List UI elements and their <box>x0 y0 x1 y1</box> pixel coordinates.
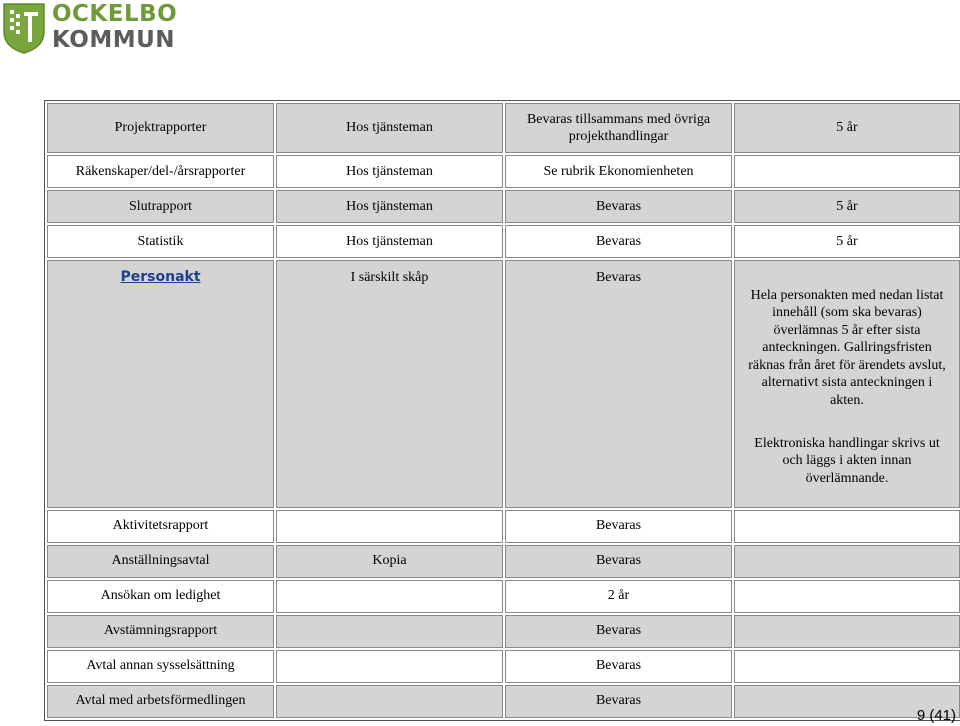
retention-cell: Bevaras <box>505 615 732 648</box>
ockelbo-kommun-logo <box>2 1 178 54</box>
page-number: 9 (41) <box>916 707 956 724</box>
logo-wordmark <box>52 2 177 52</box>
coat-of-arms-icon <box>2 2 46 54</box>
document-type-cell: Räkenskaper/del-/årsrapporter <box>47 155 274 188</box>
location-cell: Kopia <box>276 545 503 578</box>
location-cell: Hos tjänsteman <box>276 103 503 153</box>
note-cell <box>734 155 960 188</box>
document-type-cell: Slutrapport <box>47 190 274 223</box>
note-cell <box>734 650 960 683</box>
location-cell <box>276 615 503 648</box>
table-row <box>47 580 960 613</box>
table-row <box>47 685 960 718</box>
document-type-cell: Ansökan om ledighet <box>47 580 274 613</box>
retention-cell: Bevaras <box>505 190 732 223</box>
retention-cell: Bevaras tillsammans med övriga projekthandlingar <box>505 103 732 153</box>
document-type-cell: Projektrapporter <box>47 103 274 153</box>
personakt-note: Hela personakten med nedan listat innehåll (som ska bevaras) överlämnas 5 år efter sista anteckningen. Gallringsfristen räknas från året för ärendets avslut, alternativt sista anteckningen i akten. <box>748 287 946 408</box>
document-type-cell: Statistik <box>47 225 274 258</box>
location-cell: Hos tjänsteman <box>276 225 503 258</box>
location-cell <box>276 510 503 543</box>
document-type-cell: Anställningsavtal <box>47 545 274 578</box>
logo-line-2: KOMMUN <box>52 27 176 53</box>
location-cell <box>276 580 503 613</box>
table-row <box>47 545 960 578</box>
note-cell: 5 år <box>734 225 960 258</box>
table-row <box>47 650 960 683</box>
location-cell <box>276 650 503 683</box>
personakt-heading: Personakt <box>47 260 274 508</box>
retention-cell: Bevaras <box>505 225 732 258</box>
document-type-cell: Avstämningsrapport <box>47 615 274 648</box>
note-cell <box>734 510 960 543</box>
retention-cell: Se rubrik Ekonomienheten <box>505 155 732 188</box>
table-row <box>47 225 960 258</box>
retention-cell: Bevaras <box>505 650 732 683</box>
document-type-cell: Avtal annan sysselsättning <box>47 650 274 683</box>
document-type-cell: Aktivitetsrapport <box>47 510 274 543</box>
note-cell <box>734 615 960 648</box>
location-cell: Hos tjänsteman <box>276 190 503 223</box>
document-type-cell: Avtal med arbetsförmedlingen <box>47 685 274 718</box>
retention-cell: Bevaras <box>505 685 732 718</box>
note-cell <box>734 580 960 613</box>
note-cell: 5 år <box>734 103 960 153</box>
retention-cell: 2 år <box>505 580 732 613</box>
logo-line-1: OCKELBO <box>52 1 178 27</box>
table-row <box>47 260 960 508</box>
location-cell: I särskilt skåp <box>276 260 503 508</box>
table-row <box>47 615 960 648</box>
table-row <box>47 103 960 153</box>
note-cell <box>734 260 960 508</box>
table-row <box>47 190 960 223</box>
records-table <box>44 100 960 721</box>
location-cell: Hos tjänsteman <box>276 155 503 188</box>
note-cell <box>734 545 960 578</box>
retention-cell: Bevaras <box>505 545 732 578</box>
table-row <box>47 510 960 543</box>
retention-cell: Bevaras <box>505 510 732 543</box>
note-cell: 5 år <box>734 190 960 223</box>
table-row <box>47 155 960 188</box>
retention-cell: Bevaras <box>505 260 732 508</box>
electronic-documents-note: Elektroniska handlingar skrivs ut och läggs i akten innan överlämnande. <box>754 435 940 486</box>
location-cell <box>276 685 503 718</box>
